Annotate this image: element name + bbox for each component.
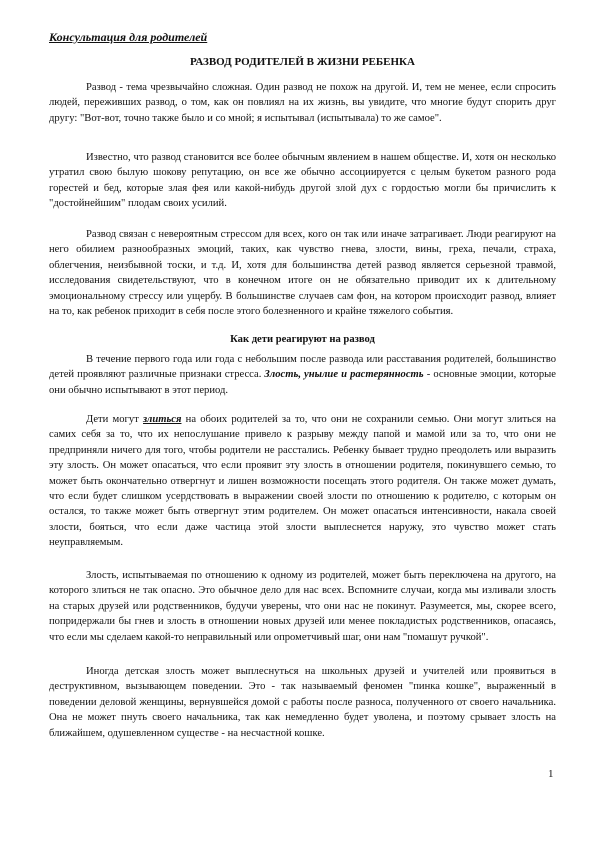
anger-emphasis: злиться [143, 414, 182, 425]
first-year-text: В течение первого года или года с небольшим после развода или расставания родителей, большинство детей проявляют различные признаки стресса. [49, 354, 556, 381]
page-number: 1 [548, 768, 554, 780]
anger-text: на обоих родителей за то, что они не сохранили семью. Они могут злиться на самих себя за то, что их непослушание привело к разрыву между папой и мамой или за то, что они не предприняли ничего для того, чтобы родители не расстались. Ребенку бывает трудно преодолеть или выразить эту злость. Он может опасаться, что если проявит эту злость в отношении родителя, покинувшего семью, то может быть окончательно отвергнут и лишен возможности посещать этого родителя. Он также может думать, что если будет слишком усердствовать в выражении своей злости по отношению к родителю, с которым он остался, то также может быть отвергнут этим родителем. Он может опасаться интенсивности, накала своей злости, бояться, что если даже частица этой злости выплеснется наружу, это чувство может стать неуправляемым. [49, 414, 556, 549]
paragraph-kick-the-cat: Иногда детская злость может выплеснуться на школьных друзей и учителей или проявиться в деструктивном, вызывающем поведении. Это - так называемый феномен "пинка кошке", выраженный в поведении деловой женщины, вернувшейся домой с работы после разноса, полученного от своего начальника. Она не может пнуть своего начальника, так как немедленно будет уволена, и поэтому срывает злость на ближайшем, одушевленном существе - на несчастной кошке. [49, 666, 556, 739]
emotions-emphasis: Злость, унылие и растерянность [264, 369, 424, 381]
section-heading: Как дети реагируют на развод [230, 334, 375, 345]
paragraph-intro: Развод - тема чрезвычайно сложная. Один развод не похож на другой. И, тем не менее, если спросить людей, переживших развод, о том, как он повлиял на их жизнь, вы увидите, что многие будут спорить друг другу: "Вот-вот, точно также было и со мной; я испытывал (испытывала) то же самое". [49, 82, 556, 124]
anger-text-start: Дети могут [86, 414, 144, 425]
first-year-text-end: - основные эмоции, которые они обычно испытывают в этот период. [49, 369, 556, 396]
paragraph-stress: Развод связан с невероятным стрессом для всех, кого он так или иначе затрагивает. Люди реагируют на него обилием разнообразных эмоций, таких, как чувство гнева, злости, вины, греха, печали, страха, облегчения, неизбывной тоски, и т.д. И, хотя для большинства детей развод является серьезной травмой, исследования свидетельствуют, что в конечном итоге он не обязательно приводит их к длительному эмоциональному стрессу или ущербу. В большинстве случаев сам фон, на котором происходит развод, влияет на то, как ребенок приходит в себя после этого болезненного и крайне тяжелого события. [49, 229, 556, 318]
paragraph-redirected-anger: Злость, испытываемая по отношению к одному из родителей, может быть переключена на другого, на которого злиться не так опасно. Это обычное дело для нас всех. Вспомните случаи, когда мы изливали злость на старых друзей или родственников, будучи уверены, что они нас не покинут. Разумеется, мы, скорее всего, попридержали бы гнев и злость в отношении новых друзей или менее покладистых родственников, опасаясь, что если мы сделаем какой-то неправильный или опрометчивый шаг, они нам "помашут ручкой". [49, 570, 556, 643]
document-title: РАЗВОД РОДИТЕЛЕЙ В ЖИЗНИ РЕБЕНКА [190, 56, 415, 68]
paragraph-first-year [49, 352, 556, 398]
paragraph-anger [49, 412, 556, 551]
header-consultation: Консультация для родителей [49, 30, 208, 44]
paragraph-society: Известно, что развод становится все более обычным явлением в нашем обществе. И, хотя он несколько утратил свою былую шокову репутацию, он все же обычно ассоциируется с целым букетом разного рода горестей и бед, которые злая фея или какой-нибудь другой злой дух с гордостью могли бы причислить к "достойнейшим" плодам своих усилий. [49, 152, 556, 210]
